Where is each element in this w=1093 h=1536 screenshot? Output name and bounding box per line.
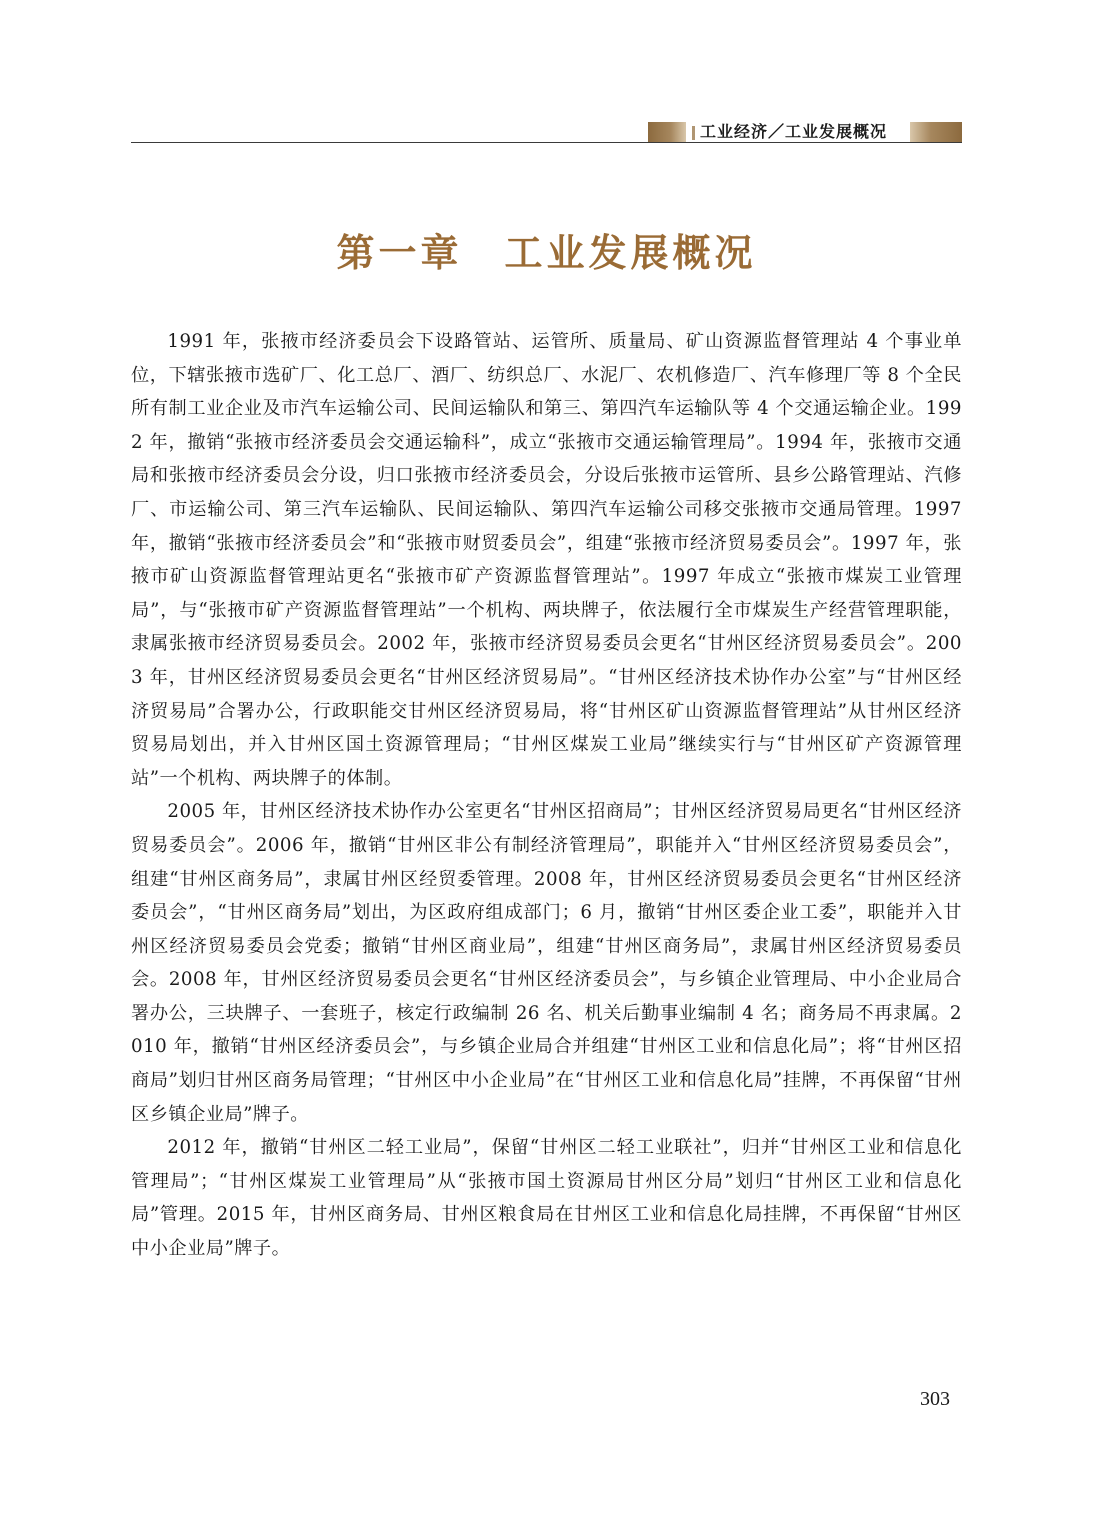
header-rule bbox=[131, 142, 962, 143]
page-number: 303 bbox=[920, 1388, 950, 1410]
header-gradient-right bbox=[910, 122, 962, 142]
paragraph-1: 1991 年，张掖市经济委员会下设路管站、运管所、质量局、矿山资源监督管理站 4 个事业单位，下辖张掖市选矿厂、化工总厂、酒厂、纺织总厂、水泥厂、农机修造厂、汽车修理厂等 8 个全民所有制工业企业及市汽车运输公司、民间运输队和第三、第四汽车运输队等 4 个交通运输企业。1992 年，撤销“张掖市经济委员会交通运输科”，成立“张掖市交通运输管理局”。1994 年，张掖市交通局和张掖市经济委员会分设，归口张掖市经济委员会，分设后张掖市运管所、县乡公路管理站、汽修厂、市运输公司、第三汽车运输队、民间运输队、第四汽车运输公司移交张掖市交通局管理。1997 年，撤销“张掖市经济委员会”和“张掖市财贸委员会”，组建“张掖市经济贸易委员会”。1997 年，张掖市矿山资源监督管理站更名“张掖市矿产资源监督管理站”。1997 年成立“张掖市煤炭工业管理局”，与“张掖市矿产资源监督管理站”一个机构、两块牌子，依法履行全市煤炭生产经营管理职能，隶属张掖市经济贸易委员会。2002 年，张掖市经济贸易委员会更名“甘州区经济贸易委员会”。2003 年，甘州区经济贸易委员会更名“甘州区经济贸易局”。“甘州区经济技术协作办公室”与“甘州区经济贸易局”合署办公，行政职能交甘州区经济贸易局，将“甘州区矿山资源监督管理站”从甘州区经济贸易局划出，并入甘州区国土资源管理局；“甘州区煤炭工业局”继续实行与“甘州区矿产资源管理站”一个机构、两块牌子的体制。 bbox=[131, 331, 962, 789]
paragraph-2: 2005 年，甘州区经济技术协作办公室更名“甘州区招商局”；甘州区经济贸易局更名“甘州区经济贸易委员会”。2006 年，撤销“甘州区非公有制经济管理局”，职能并入“甘州区经济贸易委员会”，组建“甘州区商务局”，隶属甘州区经贸委管理。2008 年，甘州区经济贸易委员会更名“甘州区经济委员会”，“甘州区商务局”划出，为区政府组成部门；6 月，撤销“甘州区委企业工委”，职能并入甘州区经济贸易委员会党委；撤销“甘州区商业局”，组建“甘州区商务局”，隶属甘州区经济贸易委员会。2008 年，甘州区经济贸易委员会更名“甘州区经济委员会”，与乡镇企业管理局、中小企业局合署办公，三块牌子、一套班子，核定行政编制 26 名、机关后勤事业编制 4 名；商务局不再隶属。2010 年，撤销“甘州区经济委员会”，与乡镇企业局合并组建“甘州区工业和信息化局”；将“甘州区招商局”划归甘州区商务局管理；“甘州区中小企业局”在“甘州区工业和信息化局”挂牌，不再保留“甘州区乡镇企业局”牌子。 bbox=[131, 801, 962, 1125]
running-header-title: 工业经济／工业发展概况 bbox=[700, 122, 888, 141]
paragraph-3: 2012 年，撤销“甘州区二轻工业局”，保留“甘州区二轻工业联社”，归并“甘州区工业和信息化管理局”；“甘州区煤炭工业管理局”从“张掖市国土资源局甘州区分局”划归“甘州区工业和信息化局”管理。2015 年，甘州区商务局、甘州区粮食局在甘州区工业和信息化局挂牌，不再保留“甘州区中小企业局”牌子。 bbox=[131, 1137, 962, 1260]
chapter-title: 第一章 工业发展概况 bbox=[336, 231, 757, 275]
body-text bbox=[131, 325, 962, 1355]
header-gradient-left bbox=[648, 122, 686, 142]
header-tick bbox=[692, 126, 695, 140]
